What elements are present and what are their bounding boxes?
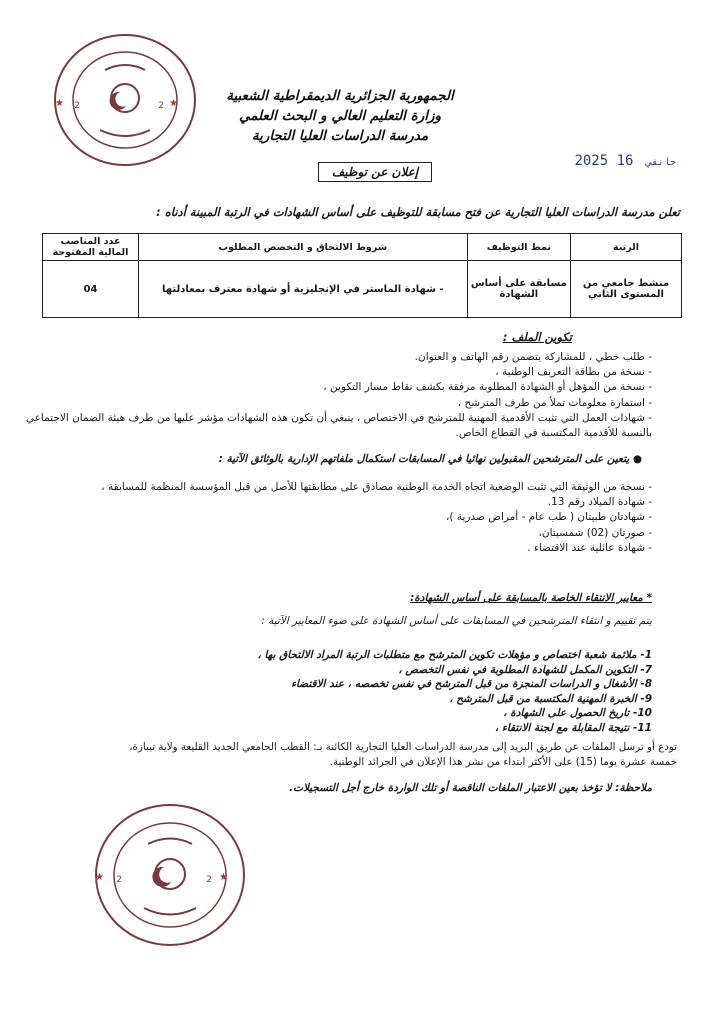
list-item: - شهادات العمل التي تثبت الأقدمية المهنية للمترشح في الاختصاص ، ينبغي أن تكون هذه الشهادات مؤشر عليها من طرف هيئة الضمان الاجتماعي bbox=[25, 411, 652, 424]
cell-conditions: - شهادة الماستر في الإنجليزية أو شهادة معترف بمعادلتها bbox=[138, 261, 467, 318]
cell-rank: منشط جامعي من المستوى الثاني bbox=[571, 261, 682, 318]
col-header-mode: نمط التوظيف bbox=[467, 234, 570, 261]
submission-line: خمسة عشرة يوما (15) على الأكثر ابتداء من نشر هذا الإعلان في الجرائد الوطنية. bbox=[329, 756, 677, 769]
accepted-section-list bbox=[52, 480, 652, 556]
announcement-intro: تعلن مدرسة الدراسات العليا التجارية عن فتح مسابقة للتوظيف على أساس الشهادات في الرتبة المبينة أدناه : bbox=[156, 205, 680, 219]
submission-text bbox=[37, 740, 677, 770]
criteria-intro: يتم تقييم و انتقاء المترشحين في المسابقات على أساس الشهادة على ضوء المعايير الآتية : bbox=[261, 615, 652, 627]
list-item: 8- الأشغال و الدراسات المنجزة من قبل المترشح في نفس تخصصه ، عند الاقتضاء bbox=[291, 678, 652, 691]
list-item: 1- ملائمة شعبة اختصاص و مؤهلات تكوين المترشح مع متطلبات الرتبة المراد الالتحاق بها ، bbox=[257, 649, 652, 661]
svg-text:2: 2 bbox=[158, 101, 164, 111]
svg-text:2: 2 bbox=[206, 875, 212, 885]
col-header-conditions: شروط الالتحاق و التخصص المطلوب bbox=[138, 234, 467, 261]
list-item: 7- التكوين المكمل للشهادة المطلوبة في نفس التخصص ، bbox=[398, 663, 652, 676]
positions-table bbox=[42, 233, 682, 318]
svg-text:2: 2 bbox=[116, 875, 122, 885]
list-item: - صورتان (02) شمسيتان، bbox=[538, 526, 652, 539]
date-day: 16 bbox=[616, 153, 634, 169]
date-year: 2025 bbox=[574, 153, 609, 169]
official-stamp-bottom bbox=[90, 800, 250, 950]
svg-text:★: ★ bbox=[55, 98, 64, 109]
file-section-list bbox=[25, 350, 652, 441]
list-item: - شهادتان طبيتان ( طب عام - أمراض صدرية )، bbox=[446, 511, 652, 524]
svg-text:★: ★ bbox=[95, 872, 104, 883]
note-text: ملاحظة: لا تؤخذ بعين الاعتبار الملفات الناقصة أو تلك الواردة خارج أجل التسجيلات. bbox=[289, 782, 652, 794]
announcement-title: إعلان عن توظيف bbox=[318, 162, 432, 182]
letterhead-ministry: وزارة التعليم العالي و البحث العلمي bbox=[238, 108, 442, 124]
list-item: - نسخة من بطاقة التعريف الوطنية ، bbox=[495, 366, 652, 379]
list-item: - شهادة عائلية عند الاقتضاء . bbox=[527, 541, 652, 554]
letterhead bbox=[150, 86, 530, 146]
svg-text:2: 2 bbox=[74, 101, 80, 111]
list-item: 11- نتيجة المقابلة مع لجنة الانتقاء ، bbox=[494, 721, 652, 734]
list-item: بالنسبة للأقدمية المكتسبة في القطاع الخاص. bbox=[455, 427, 652, 440]
submission-line: تودع أو ترسل الملفات عن طريق البريد إلى مدرسة الدراسات العليا التجارية الكائنة بـ: القطب الجامعي الجديد القليعة ولاية تيبازة، bbox=[129, 741, 677, 753]
criteria-list bbox=[92, 648, 652, 736]
list-item: - طلب خطي ، للمشاركة يتضمن رقم الهاتف و العنوان. bbox=[414, 351, 652, 363]
list-item: - نسخة من المؤهل أو الشهادة المطلوبة مرفقة بكشف نقاط مسار التكوين ، bbox=[323, 381, 652, 394]
letterhead-school: مدرسة الدراسات العليا التجارية bbox=[251, 128, 429, 144]
svg-text:★: ★ bbox=[169, 98, 178, 109]
bullet-icon: ● bbox=[629, 453, 642, 465]
file-section-title: تكوين الملف : bbox=[502, 330, 572, 344]
table-header-row bbox=[43, 234, 682, 261]
list-item: - استمارة معلومات تملأ من طرف المترشح ، bbox=[457, 396, 652, 409]
list-item: - شهادة الميلاد رقم 13. bbox=[547, 496, 652, 509]
svg-text:★: ★ bbox=[219, 872, 228, 883]
letterhead-republic: الجمهورية الجزائرية الديمقراطية الشعبية bbox=[226, 88, 454, 104]
cell-count: 04 bbox=[43, 261, 139, 318]
col-header-rank: الرتبة bbox=[571, 234, 682, 261]
list-item: - نسخة من الوثيقة التي تثبت الوضعية اتجاه الخدمة الوطنية مصادق على مطابقتها للأصل من قبل المؤسسة المنظمة للمسابقة ، bbox=[101, 481, 652, 493]
date-month: جانفي bbox=[645, 157, 676, 168]
table-row bbox=[43, 261, 682, 318]
list-item: 9- الخبرة المهنية المكتسبة من قبل المترشح ، bbox=[449, 692, 652, 705]
date-stamp bbox=[574, 153, 680, 169]
cell-mode: مسابقة على أساس الشهادة bbox=[467, 261, 570, 318]
list-item: 10- تاريخ الحصول على الشهادة ، bbox=[503, 707, 652, 720]
accepted-section-title: ● يتعين على المترشحين المقبولين نهائيا في المسابقات استكمال ملفاتهم الإدارية بالوثائق الآتية : bbox=[218, 453, 642, 465]
criteria-section-title: * معايير الانتقاء الخاصة بالمسابقة على أساس الشهادة: bbox=[410, 592, 652, 604]
col-header-count: عدد المناصب المالية المفتوحة bbox=[43, 234, 139, 261]
